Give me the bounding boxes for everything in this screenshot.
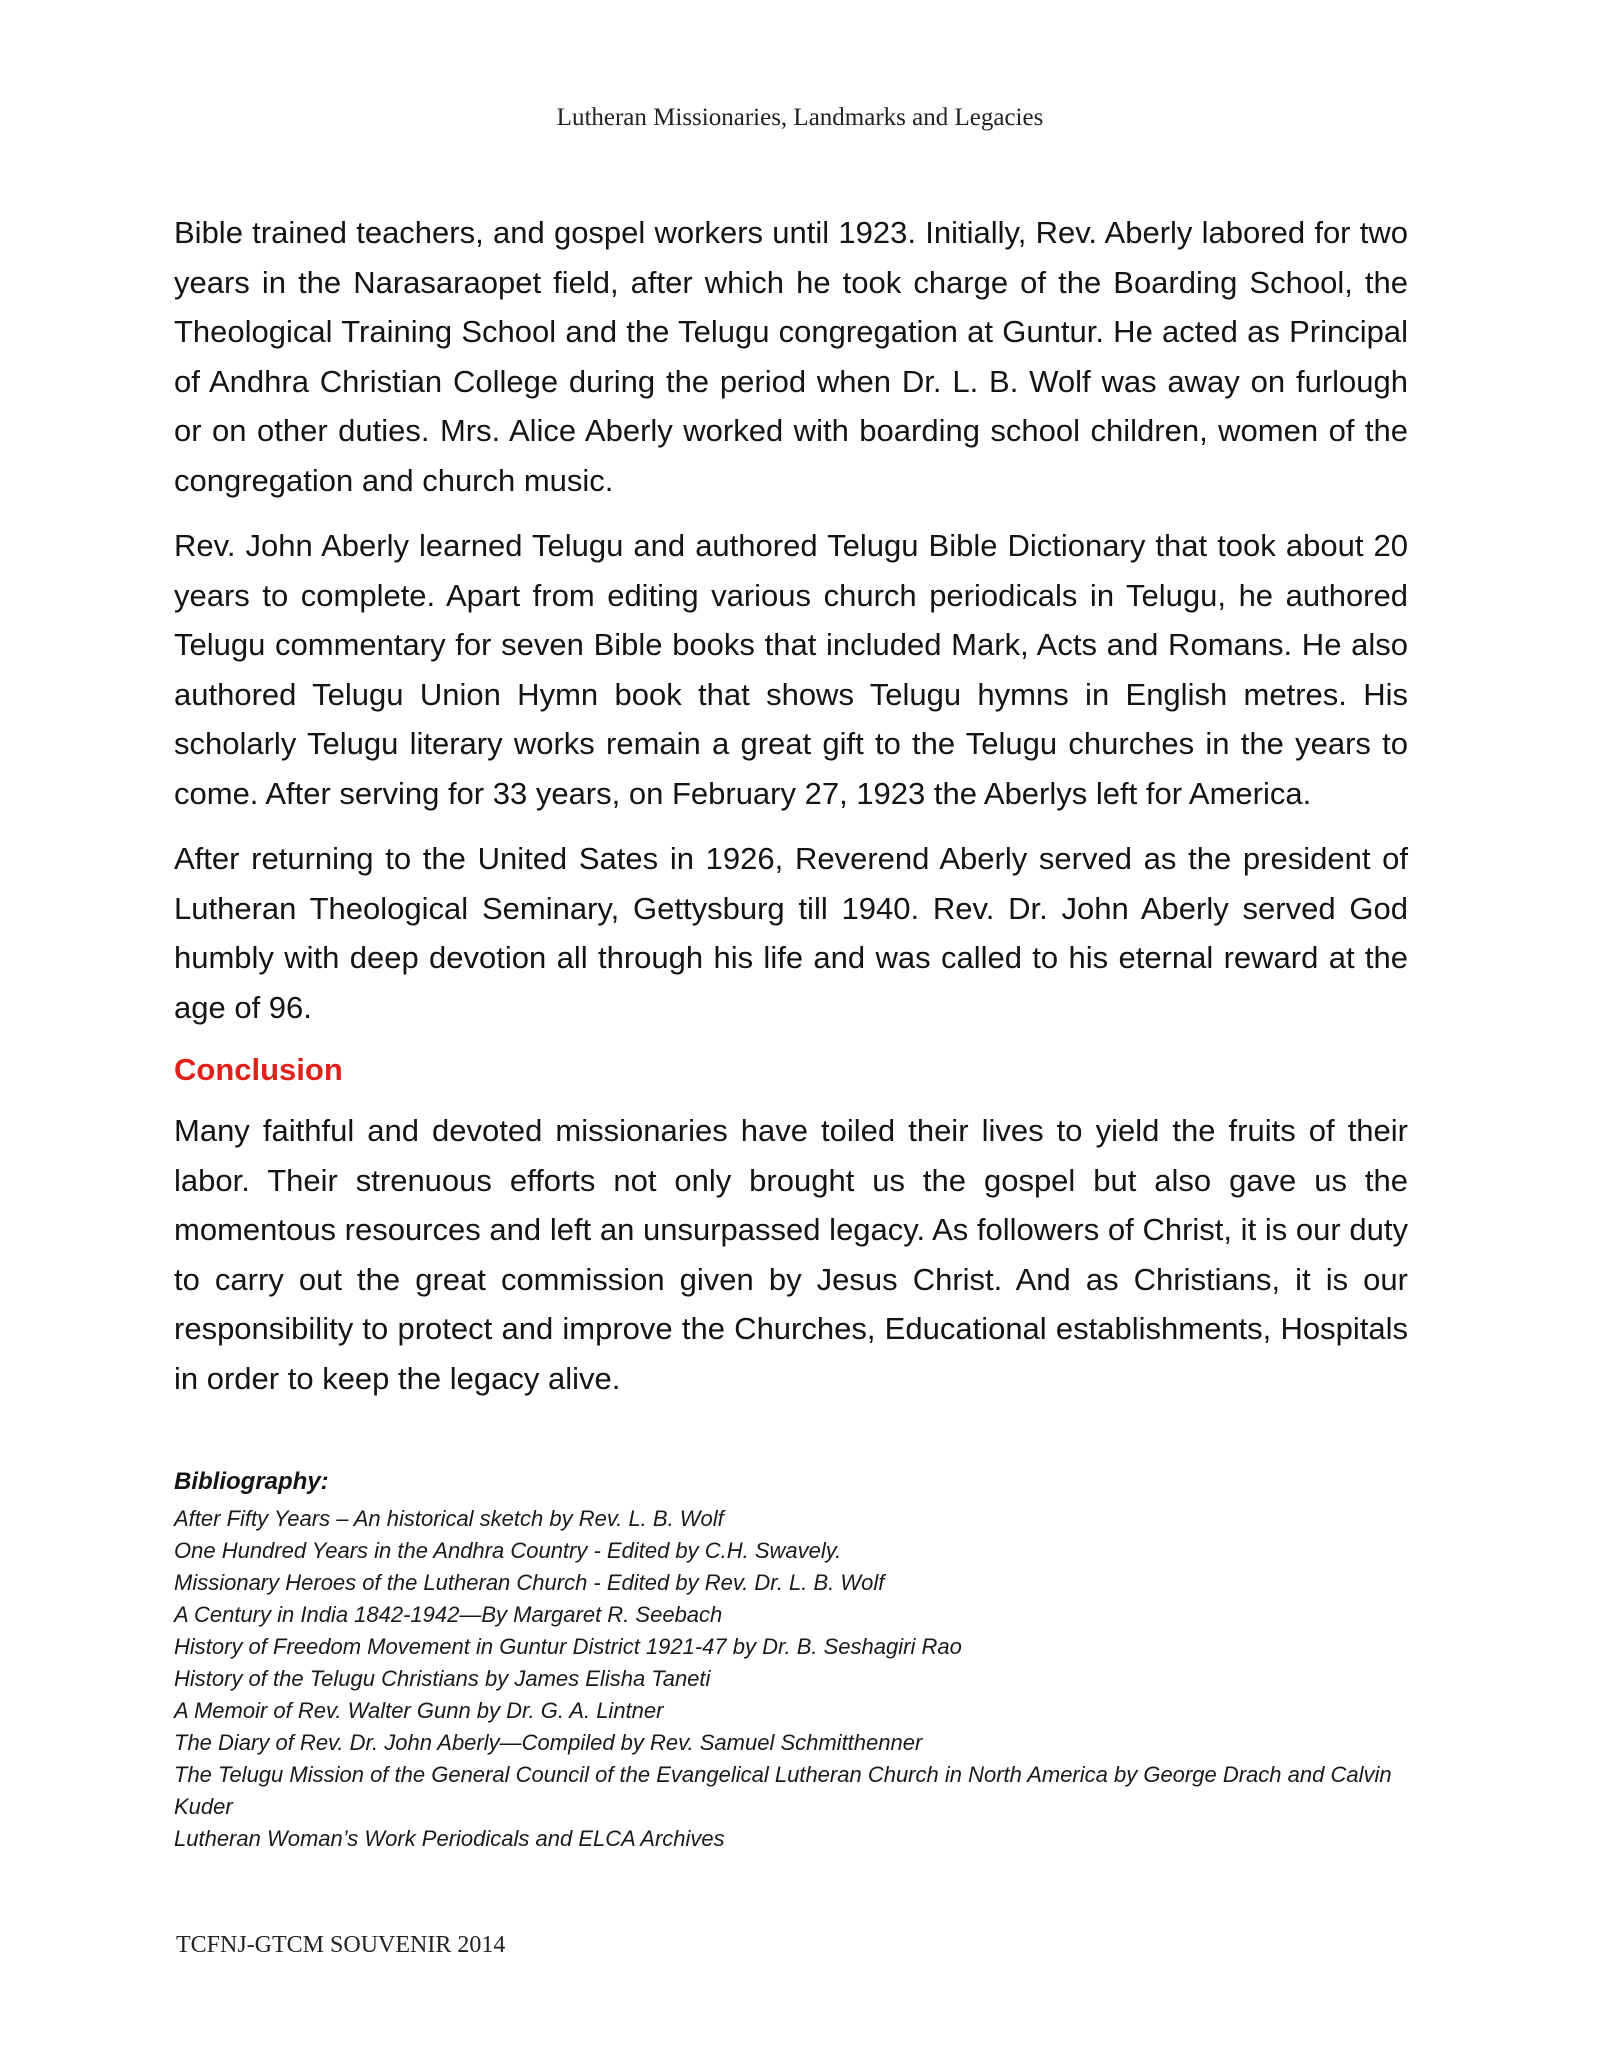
bibliography-entry: History of the Telugu Christians by James Elisha Taneti [174,1666,711,1691]
bibliography-list [174,1503,1408,1855]
bibliography-entry: Lutheran Woman’s Work Periodicals and ELCA Archives [174,1826,725,1851]
body-paragraph-3: After returning to the United Sates in 1926, Reverend Aberly served as the president of Lutheran Theological Seminary, Gettysburg till 1940. Rev. Dr. John Aberly served God humbly with deep devotion all through his life and was called to his eternal reward at the age of 96. [174,841,1408,1025]
bibliography-section [174,1465,1408,1855]
bibliography-entry: A Memoir of Rev. Walter Gunn by Dr. G. A. Lintner [174,1698,664,1723]
page-header: Lutheran Missionaries, Landmarks and Legacies [556,104,1044,131]
bibliography-entry: The Diary of Rev. Dr. John Aberly—Compiled by Rev. Samuel Schmitthenner [174,1730,923,1755]
bibliography-entry: Missionary Heroes of the Lutheran Church - Edited by Rev. Dr. L. B. Wolf [174,1570,885,1595]
body-paragraph-1: Bible trained teachers, and gospel workers until 1923. Initially, Rev. Aberly labored for two years in the Narasaraopet field, after which he took charge of the Boarding School, the Theological Training School and the Telugu congregation at Guntur. He acted as Principal of Andhra Christian College during the period when Dr. L. B. Wolf was away on furlough or on other duties. Mrs. Alice Aberly worked with boarding school children, women of the congregation and church music. [174,215,1408,498]
bibliography-entry: A Century in India 1842-1942—By Margaret R. Seebach [174,1602,723,1627]
conclusion-heading: Conclusion [174,1052,343,1087]
bibliography-entry: One Hundred Years in the Andhra Country - Edited by C.H. Swavely. [174,1538,842,1563]
bibliography-entry: After Fifty Years – An historical sketch by Rev. L. B. Wolf [174,1506,724,1531]
body-paragraph-2: Rev. John Aberly learned Telugu and authored Telugu Bible Dictionary that took about 20 years to complete. Apart from editing various church periodicals in Telugu, he authored Telugu commentary for seven Bible books that included Mark, Acts and Romans. He also authored Telugu Union Hymn book that shows Telugu hymns in English metres. His scholarly Telugu literary works remain a great gift to the Telugu churches in the years to come. After serving for 33 years, on February 27, 1923 the Aberlys left for America. [174,528,1408,811]
bibliography-entry: The Telugu Mission of the General Council of the Evangelical Lutheran Church in North America by George Drach and Calvin Kuder [174,1762,1392,1819]
main-content [174,208,1408,1419]
bibliography-entry: History of Freedom Movement in Guntur District 1921-47 by Dr. B. Seshagiri Rao [174,1634,962,1659]
conclusion-paragraph: Many faithful and devoted missionaries have toiled their lives to yield the fruits of their labor. Their strenuous efforts not only brought us the gospel but also gave us the momentous resources and left an unsurpassed legacy. As followers of Christ, it is our duty to carry out the great commission given by Jesus Christ. And as Christians, it is our responsibility to protect and improve the Churches, Educational establishments, Hospitals in order to keep the legacy alive. [174,1113,1408,1396]
page-footer: TCFNJ-GTCM SOUVENIR 2014 [176,1932,506,1958]
bibliography-heading: Bibliography: [174,1468,329,1495]
